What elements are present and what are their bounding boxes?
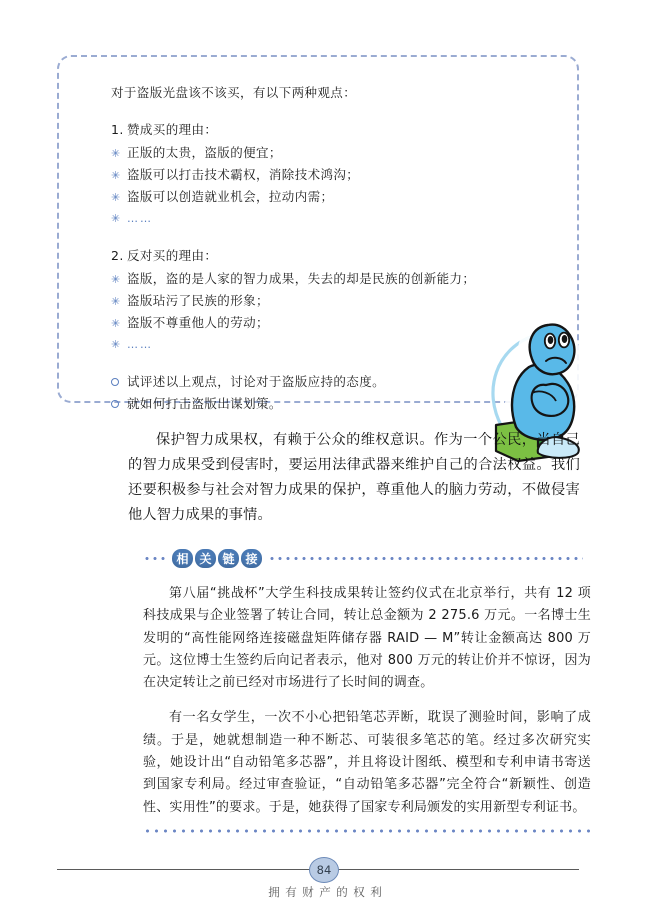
group-title-text: 反对买的理由： xyxy=(127,248,218,263)
list-item xyxy=(111,208,531,229)
heading-char-badge: 接 xyxy=(241,549,262,568)
list-item-text: 盗版不尊重他人的劳动； xyxy=(127,315,269,330)
heading-badges xyxy=(172,549,262,568)
circle-bullet-icon xyxy=(111,393,127,415)
list-item-text: 正版的太贵，盗版的便宜； xyxy=(127,145,282,160)
asterisk-icon: ✳ xyxy=(111,317,121,330)
asterisk-icon: ✳ xyxy=(111,295,121,308)
main-paragraph: 保护智力成果权，有赖于公众的维权意识。作为一个公民，当自己的智力成果受到侵害时，要运用法律武器来维护自己的合法权益。我们还要积极参与社会对智力成果的保护，尊重他人的脑力劳动，不做侵害他人智力成果的事情。 xyxy=(128,432,580,523)
activity-intro: 对于盗版光盘该不该买，有以下两种观点： xyxy=(111,85,357,100)
page-number: 84 xyxy=(309,857,339,883)
asterisk-icon: ✳ xyxy=(111,212,121,225)
list-item xyxy=(111,164,531,186)
activity-group-title xyxy=(111,245,531,266)
list-item xyxy=(111,186,531,208)
task-item xyxy=(111,393,531,415)
group-title-text: 赞成买的理由： xyxy=(127,122,218,137)
related-links-heading xyxy=(143,547,583,569)
task-item-text: 试评述以上观点，讨论对于盗版应持的态度。 xyxy=(127,374,386,389)
list-item-text: …… xyxy=(127,212,153,225)
list-item-text: 盗版，盗的是人家的智力成果，失去的却是民族的创新能力； xyxy=(127,271,476,286)
list-item-text: 盗版可以创造就业机会，拉动内需； xyxy=(127,189,334,204)
group-number: 1. xyxy=(111,122,124,137)
task-item xyxy=(111,371,531,393)
footer-caption: 拥有财产的权利 xyxy=(268,885,388,899)
related-links-body xyxy=(143,570,591,832)
list-item-text: …… xyxy=(127,338,153,351)
heading-char-badge: 相 xyxy=(172,549,193,568)
list-item xyxy=(111,290,531,312)
list-item xyxy=(111,312,531,334)
list-item xyxy=(111,334,531,355)
asterisk-icon: ✳ xyxy=(111,191,121,204)
circle-bullet-icon xyxy=(111,371,127,393)
list-item xyxy=(111,142,531,164)
list-item-text: 盗版玷污了民族的形象； xyxy=(127,293,269,308)
list-item xyxy=(111,268,531,290)
list-item-text: 盗版可以打击技术霸权，消除技术鸿沟； xyxy=(127,167,360,182)
heading-char-badge: 链 xyxy=(218,549,239,568)
dotted-rule-bottom xyxy=(143,829,591,833)
related-paragraph: 第八届“挑战杯”大学生科技成果转让签约仪式在北京举行，共有 12 项科技成果与企业签署了转让合同，转让总金额为 2 275.6 万元。一名博士生发明的“高性能网络连接磁盘矩阵储存器 RAID — M”转让金额高达 800 万元。这位博士生签约后向记者表示，他对 800 万元的转让价并不惊讶，因为在决定转让之前已经对市场进行了长时间的调查。 xyxy=(143,586,591,691)
asterisk-icon: ✳ xyxy=(111,147,121,160)
spacer xyxy=(111,355,531,371)
activity-group-title xyxy=(111,119,531,140)
asterisk-icon: ✳ xyxy=(111,169,121,182)
related-paragraph: 有一名女学生，一次不小心把铅笔芯弄断，耽误了测验时间，影响了成绩。于是，她就想制造一种不断芯、可装很多笔芯的笔。经过多次研究实验，她设计出“自动铅笔多芯器”，并且将设计图纸、模型和专利申请书寄送到国家专利局。经过审查验证，“自动铅笔多芯器”完全符合“新颖性、创造性、实用性”的要求。于是，她获得了国家专利局颁发的实用新型专利证书。 xyxy=(143,710,591,815)
dotted-rule-left xyxy=(143,557,169,560)
heading-char-badge: 关 xyxy=(195,549,216,568)
group-number: 2. xyxy=(111,248,124,263)
activity-box xyxy=(57,55,579,411)
spacer xyxy=(111,229,531,245)
activity-content xyxy=(111,83,531,415)
task-item-text: 就如何打击盗版出谋划策。 xyxy=(127,396,282,411)
asterisk-icon: ✳ xyxy=(111,338,121,351)
dotted-rule-right xyxy=(268,557,583,560)
asterisk-icon: ✳ xyxy=(111,273,121,286)
